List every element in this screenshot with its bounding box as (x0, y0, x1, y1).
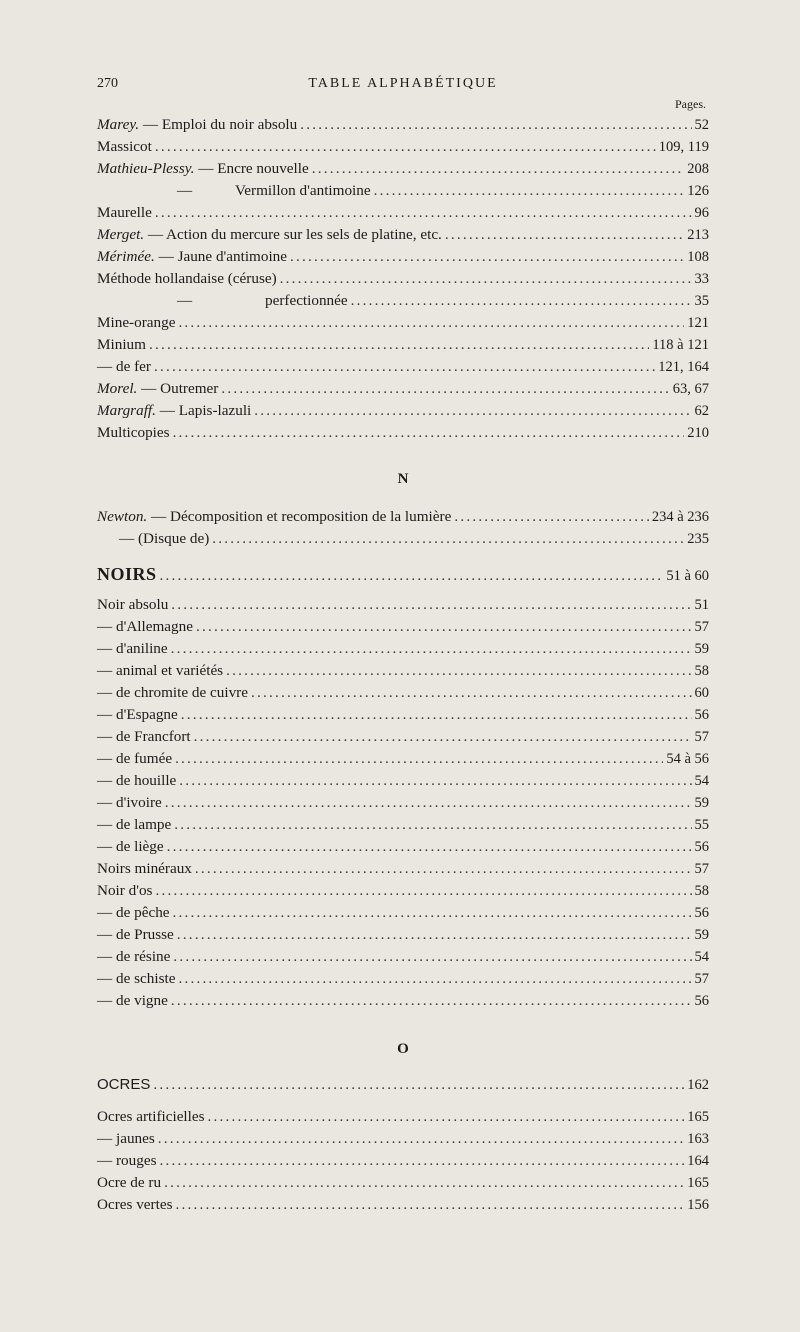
index-heading-noirs: NOIRS ..... 51 à 60 (97, 564, 709, 586)
page-number: 270 (97, 76, 118, 91)
index-entry: — jaunes ..... 163 (97, 1130, 709, 1152)
index-entry: — rouges ..... 164 (97, 1152, 709, 1174)
index-entry: Noir absolu ..... 51 (97, 596, 709, 618)
index-entry: Noir d'os ..... 58 (97, 882, 709, 904)
page-ref: 163 (687, 1131, 709, 1147)
page-ref: 58 (694, 883, 709, 899)
page-ref: 96 (694, 205, 709, 221)
page-ref: 56 (694, 993, 709, 1009)
index-entry: — de lampe ..... 55 (97, 816, 709, 838)
page-ref: 62 (694, 403, 709, 419)
index-entry: — de chromite de cuivre ..... 60 (97, 684, 709, 706)
index-entry: — d'aniline ..... 59 (97, 640, 709, 662)
index-entry: — de pêche ..... 56 (97, 904, 709, 926)
index-entry: — de liège ..... 56 (97, 838, 709, 860)
index-entry: — (Disque de) ..... 235 (97, 530, 709, 552)
section-letter-o: O (397, 1041, 409, 1057)
index-entry: Merget. — Action du mercure sur les sels de platine, etc. ..... 213 (97, 226, 709, 248)
index-entry: Morel. — Outremer ..... 63, 67 (97, 380, 709, 402)
index-entry: Margraff. — Lapis-lazuli ..... 62 (97, 402, 709, 424)
page-ref: 60 (694, 685, 709, 701)
page-ref: 59 (694, 795, 709, 811)
index-entry: — de Francfort ..... 57 (97, 728, 709, 750)
page-ref: 57 (694, 971, 709, 987)
index-entry: Newton. — Décomposition et recomposition de la lumière ..... 234 à 236 (97, 508, 709, 530)
page-ref: 121, 164 (658, 359, 709, 375)
index-entry: — de fumée ..... 54 à 56 (97, 750, 709, 772)
index-entry: Massicot ..... 109, 119 (97, 138, 709, 160)
page-ref: 54 (694, 773, 709, 789)
page-ref: 165 (687, 1175, 709, 1191)
index-entry: Ocre de ru ..... 165 (97, 1174, 709, 1196)
page-ref: 208 (687, 161, 709, 177)
page-ref: 126 (687, 183, 709, 199)
page-ref: 164 (687, 1153, 709, 1169)
index-entry: Maurelle ..... 96 (97, 204, 709, 226)
index-heading-ocres: OCRES ..... 162 (97, 1076, 709, 1098)
page-ref: 156 (687, 1197, 709, 1213)
section-letter-n: N (397, 471, 409, 487)
index-entry: Marey. — Emploi du noir absolu ..... 52 (97, 116, 709, 138)
index-entry: — de schiste ..... 57 (97, 970, 709, 992)
page-ref: 57 (694, 619, 709, 635)
index-entry: — animal et variétés ..... 58 (97, 662, 709, 684)
page-ref: 63, 67 (672, 381, 709, 397)
index-entry: Mathieu-Plessy. — Encre nouvelle ..... 208 (97, 160, 709, 182)
index-entry: — de vigne ..... 56 (97, 992, 709, 1014)
page-ref: 54 à 56 (666, 751, 709, 767)
page-ref: 213 (687, 227, 709, 243)
page-ref: 118 à 121 (652, 337, 709, 353)
page-ref: 59 (694, 641, 709, 657)
index-entry: Minium ..... 118 à 121 (97, 336, 709, 358)
page-ref: 165 (687, 1109, 709, 1125)
index-entry: — de fer ..... 121, 164 (97, 358, 709, 380)
page-ref: 108 (687, 249, 709, 265)
index-entry: Ocres artificielles ..... 165 (97, 1108, 709, 1130)
index-entry: Mérimée. — Jaune d'antimoine ..... 108 (97, 248, 709, 270)
page-ref: 51 à 60 (666, 568, 709, 584)
page-ref: 33 (694, 271, 709, 287)
page-ref: 55 (694, 817, 709, 833)
pages-column-label: Pages. (675, 97, 706, 111)
page-ref: 162 (687, 1077, 709, 1093)
index-entry: Méthode hollandaise (céruse) ..... 33 (97, 270, 709, 292)
page-ref: 210 (687, 425, 709, 441)
index-entry: Ocres vertes ..... 156 (97, 1196, 709, 1218)
page-ref: 35 (694, 293, 709, 309)
running-title: TABLE ALPHABÉTIQUE (308, 76, 498, 91)
page-ref: 51 (694, 597, 709, 613)
page-ref: 58 (694, 663, 709, 679)
index-entry: — d'Allemagne ..... 57 (97, 618, 709, 640)
index-entry: Mine-orange ..... 121 (97, 314, 709, 336)
page-ref: 59 (694, 927, 709, 943)
page-ref: 109, 119 (658, 139, 709, 155)
index-entry: Multicopies ..... 210 (97, 424, 709, 446)
page-ref: 235 (687, 531, 709, 547)
page-ref: 56 (694, 707, 709, 723)
index-entry: — perfectionnée ..... 35 (97, 292, 709, 314)
page-ref: 57 (694, 729, 709, 745)
page-ref: 56 (694, 839, 709, 855)
index-entry: — de résine ..... 54 (97, 948, 709, 970)
page-ref: 56 (694, 905, 709, 921)
running-header (97, 76, 709, 98)
index-entry: — Vermillon d'antimoine ..... 126 (97, 182, 709, 204)
page-ref: 52 (694, 117, 709, 133)
page-ref: 234 à 236 (651, 509, 709, 525)
index-entry: Noirs minéraux ..... 57 (97, 860, 709, 882)
page-ref: 54 (694, 949, 709, 965)
index-entry: — d'ivoire ..... 59 (97, 794, 709, 816)
index-entry: — de houille ..... 54 (97, 772, 709, 794)
page-ref: 121 (687, 315, 709, 331)
page-ref: 57 (694, 861, 709, 877)
index-entry: — de Prusse ..... 59 (97, 926, 709, 948)
index-entry: — d'Espagne ..... 56 (97, 706, 709, 728)
